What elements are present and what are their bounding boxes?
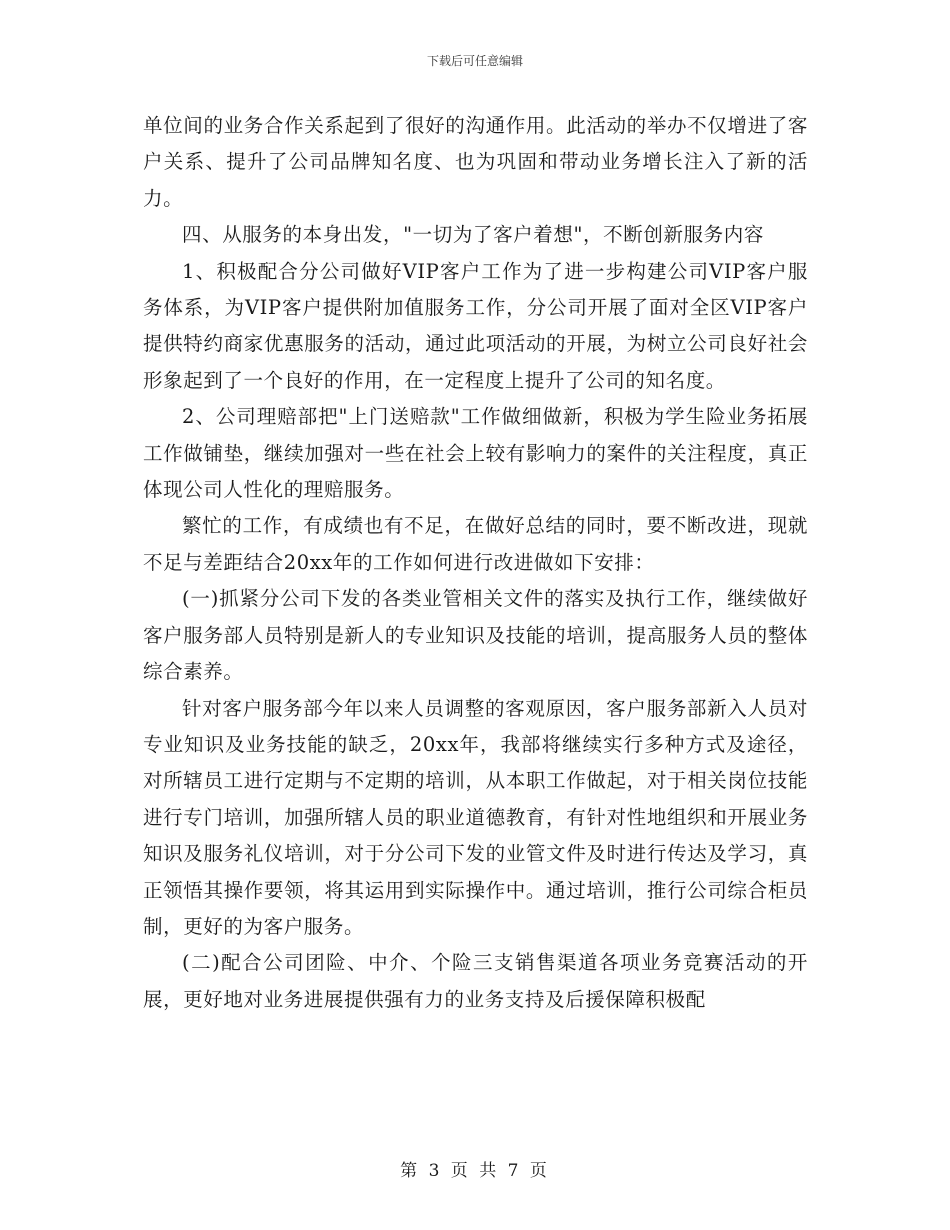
page-header: 下载后可任意编辑	[426, 54, 523, 68]
page-footer: 第 3 页 共 7 页	[400, 1161, 550, 1181]
paragraph-claims: 2、公司理赔部把"上门送赔款"工作做细做新，积极为学生险业务拓展工作做铺垫，继续加强对一些在社会上较有影响力的案件的关注程度，真正体现公司人性化的理赔服务。	[143, 405, 808, 502]
paragraph-vip-service: 1、积极配合分公司做好VIP客户工作为了进一步构建公司VIP客户服务体系，为VIP客户提供附加值服务工作，分公司开展了面对全区VIP客户提供特约商家优惠服务的活动，通过此项活动的开展，为树立公司良好社会形象起到了一个良好的作用，在一定程度上提升了公司的知名度。	[143, 259, 808, 392]
document-body	[143, 108, 808, 1018]
paragraph-plan-two: (二)配合公司团险、中介、个险三支销售渠道各项业务竞赛活动的开展，更好地对业务进展提供强有力的业务支持及后援保障积极配	[143, 951, 808, 1011]
paragraph-training: 针对客户服务部今年以来人员调整的客观原因，客户服务部新入人员对专业知识及业务技能的缺乏，20xx年，我部将继续实行多种方式及途径，对所辖员工进行定期与不定期的培训，从本职工作做起，对于相关岗位技能进行专门培训，加强所辖人员的职业道德教育，有针对性地组织和开展业务知识及服务礼仪培训，对于分公司下发的业管文件及时进行传达及学习，真正领悟其操作要领，将其运用到实际操作中。通过培训，推行公司综合柜员制，更好的为客户服务。	[143, 696, 808, 938]
section-heading-four: 四、从服务的本身出发，"一切为了客户着想"，不断创新服务内容	[182, 223, 764, 247]
paragraph-plan-one: (一)抓紧分公司下发的各类业管相关文件的落实及执行工作，继续做好客户服务部人员特别是新人的专业知识及技能的培训，提高服务人员的整体综合素养。	[143, 587, 808, 684]
paragraph-summary: 繁忙的工作，有成绩也有不足，在做好总结的同时，要不断改进，现就不足与差距结合20xx年的工作如何进行改进做如下安排：	[143, 514, 808, 574]
paragraph-continuation: 单位间的业务合作关系起到了很好的沟通作用。此活动的举办不仅增进了客户关系、提升了公司品牌知名度、也为巩固和带动业务增长注入了新的活力。	[143, 114, 808, 210]
